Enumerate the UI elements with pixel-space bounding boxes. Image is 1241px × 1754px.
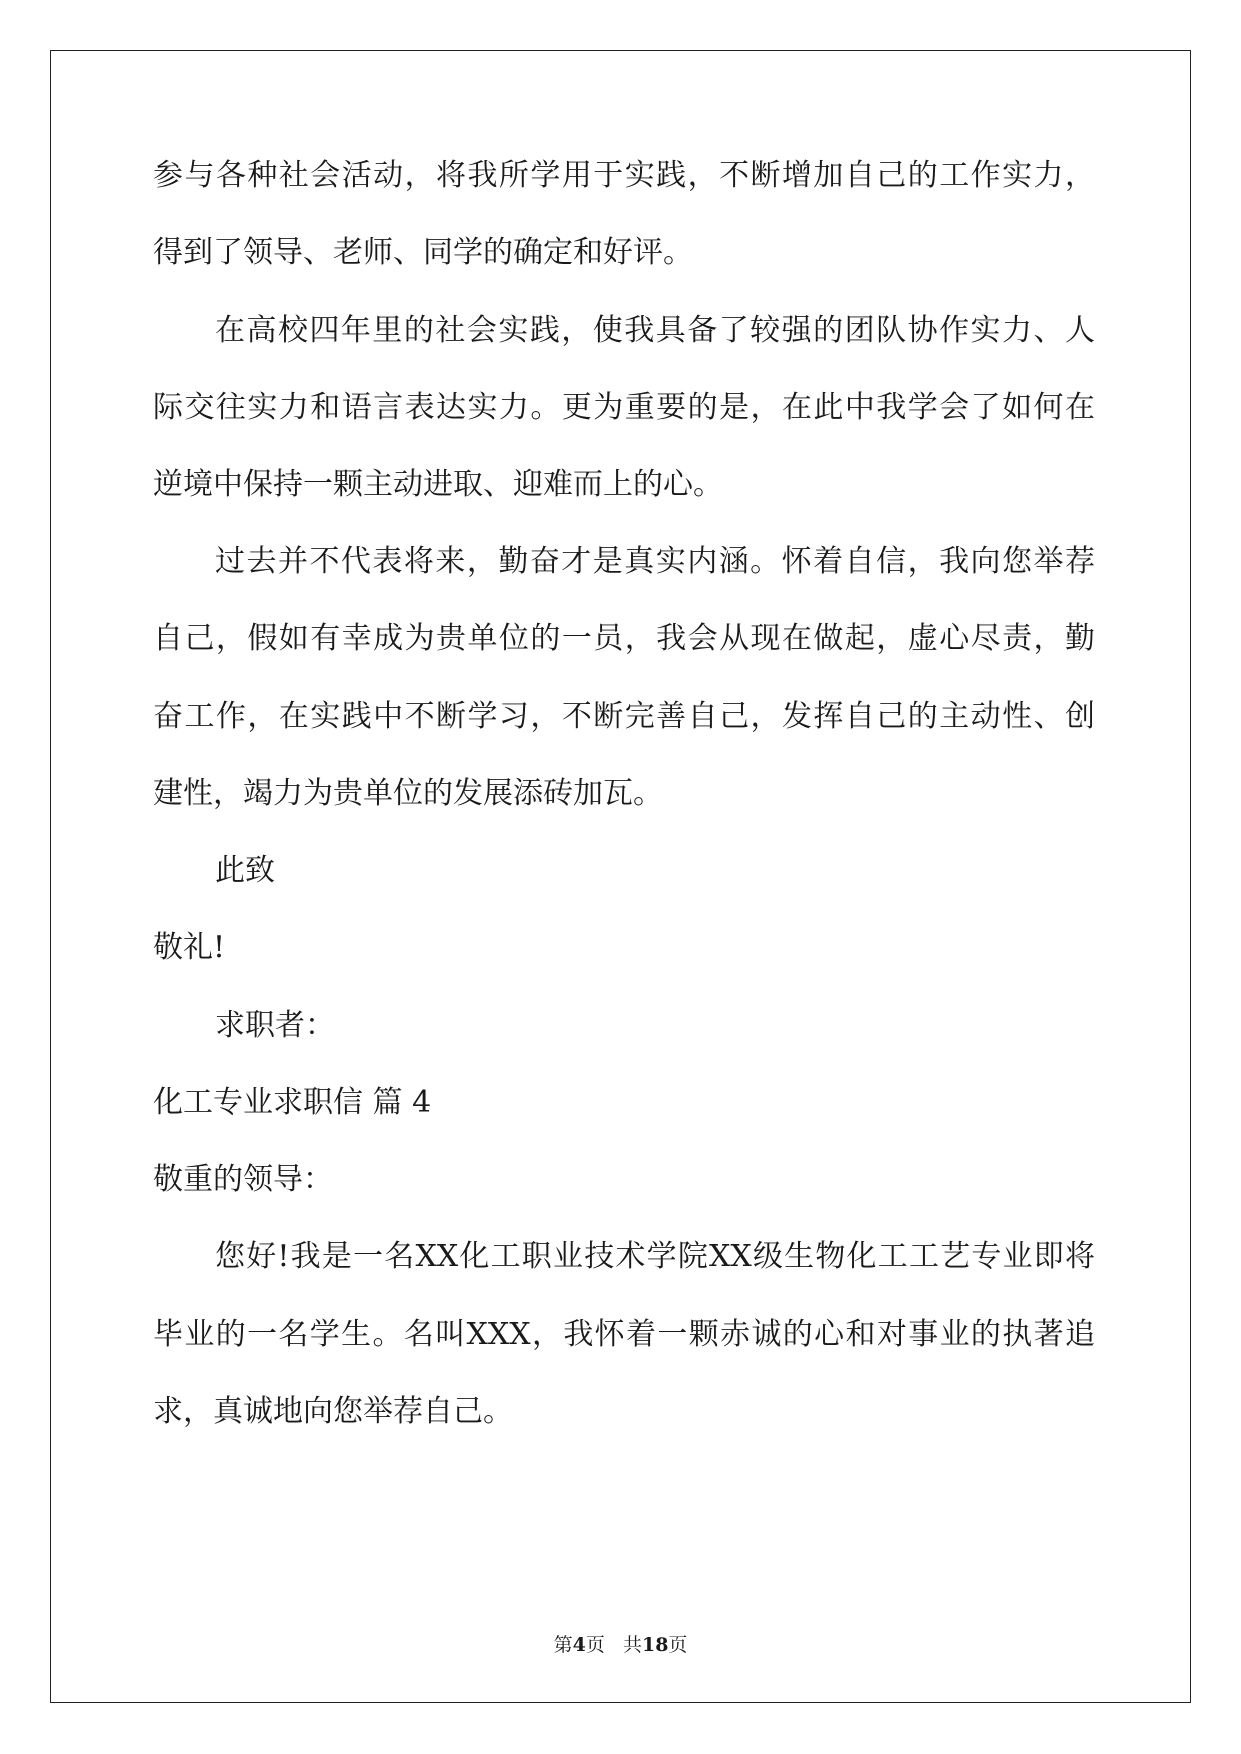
footer-total-prefix: 共 (622, 1634, 642, 1656)
body-line: 您好!我是一名XX化工职业技术学院XX级生物化工工艺专业即将 (215, 1239, 1095, 1274)
footer-total-suffix: 页 (668, 1634, 688, 1656)
body-line: 求，真诚地向您举荐自己。 (153, 1394, 513, 1429)
page-footer (0, 1634, 1241, 1656)
body-line: 毕业的一名学生。名叫XXX，我怀着一颗赤诚的心和对事业的执著追 (153, 1317, 1095, 1352)
body-line: 建性，竭力为贵单位的发展添砖加瓦。 (153, 776, 663, 811)
body-line: 逆境中保持一颗主动进取、迎难而上的心。 (153, 467, 723, 502)
body-line: 得到了领导、老师、同学的确定和好评。 (153, 235, 693, 270)
footer-total-pages: 18 (641, 1634, 669, 1656)
body-line: 在高校四年里的社会实践，使我具备了较强的团队协作实力、人 (215, 313, 1095, 348)
salutation-closing: 敬礼! (153, 930, 226, 965)
body-line: 过去并不代表将来，勤奋才是真实内涵。怀着自信，我向您举荐 (215, 544, 1095, 579)
body-line: 际交往实力和语言表达实力。更为重要的是，在此中我学会了如何在 (153, 390, 1095, 425)
body-line: 参与各种社会活动，将我所学用于实践，不断增加自己的工作实力， (153, 158, 1095, 193)
footer-page-prefix: 第 (553, 1634, 573, 1656)
footer-page-number: 4 (572, 1634, 586, 1656)
body-line: 自己，假如有幸成为贵单位的一员，我会从现在做起，虚心尽责，勤 (153, 621, 1095, 656)
letter-greeting: 敬重的领导： (153, 1162, 333, 1197)
body-line: 奋工作，在实践中不断学习，不断完善自己，发挥自己的主动性、创 (153, 699, 1095, 734)
section-heading: 化工专业求职信 篇 4 (153, 1085, 432, 1120)
closing-phrase: 此致 (215, 853, 275, 888)
footer-page-suffix: 页 (585, 1634, 605, 1656)
signature-label: 求职者： (215, 1008, 335, 1043)
